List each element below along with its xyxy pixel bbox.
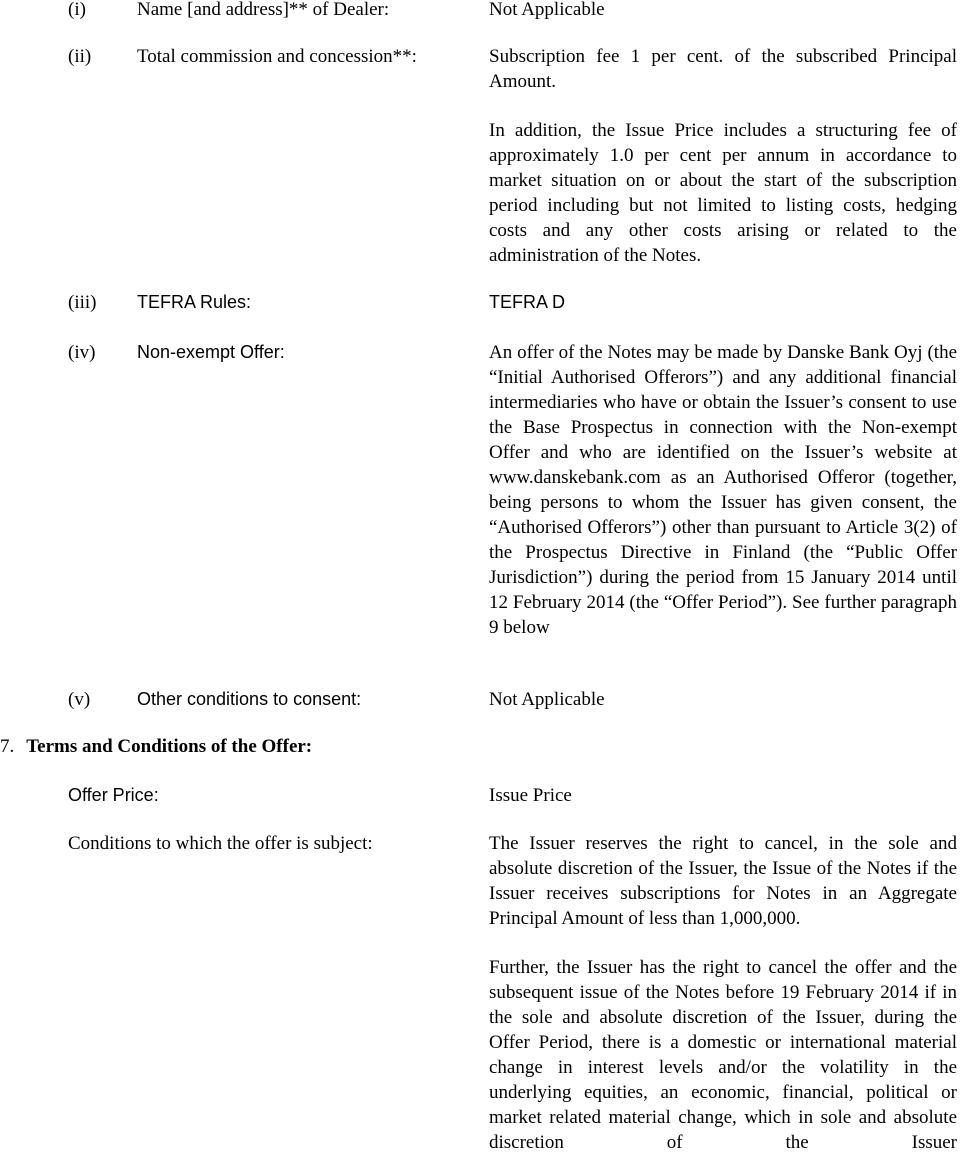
commission-label: Total commission and concession**:	[137, 46, 417, 67]
section-number: 7.	[0, 736, 15, 757]
item-number-iv: (iv)	[68, 342, 96, 363]
section-heading	[0, 734, 312, 759]
dealer-label: Name [and address]** of Dealer:	[137, 0, 390, 20]
conditions-paragraph-2: Further, the Issuer has the right to cancel the offer and the subsequent issue of the Notes before 19 February 2014 if in the sole and absolute discretion of the Issuer, during the Offer Period, there is a domestic or international material change in interest levels and/or the volatility in the underlying equities, an economic, financial, political or market related material change, which in sole and absolute discretion of the Issuer	[489, 957, 957, 1153]
offer-price-label: Offer Price:	[68, 785, 159, 805]
non-exempt-offer-label: Non-exempt Offer:	[137, 342, 285, 362]
offer-price-value: Issue Price	[489, 785, 572, 806]
dealer-value: Not Applicable	[489, 0, 605, 20]
tefra-value: TEFRA D	[489, 292, 566, 312]
tefra-label: TEFRA Rules:	[137, 292, 252, 312]
section-title: Terms and Conditions of the Offer:	[26, 736, 313, 757]
conditions-label: Conditions to which the offer is subject:	[68, 833, 373, 854]
structuring-fee-paragraph: In addition, the Issue Price includes a structuring fee of approximately 1.0 per cent per annum in accordance to market situation on or about the start of the subscription period including but not limited to listing costs, hedging costs and any other costs arising or related to the administration of the Notes.	[489, 120, 957, 266]
non-exempt-offer-value: An offer of the Notes may be made by Danske Bank Oyj (the “Initial Authorised Offerors”) and any additional financial intermediaries who have or obtain the Issuer’s consent to use the Base Prospectus in connection with the Non-exempt Offer and who are identified on the Issuer’s website at www.danskebank.com as an Authorised Offeror (together, being persons to whom the Issuer has given consent, the “Authorised Offerors”) other than pursuant to Article 3(2) of the Prospectus Directive in Finland (the “Public Offer Jurisdiction”) during the period from 15 January 2014 until 12 February 2014 (the “Offer Period”). See further paragraph 9 below	[489, 342, 957, 638]
item-number-ii: (ii)	[68, 46, 92, 67]
other-conditions-label: Other conditions to consent:	[137, 689, 362, 709]
conditions-paragraph-1: The Issuer reserves the right to cancel, in the sole and absolute discretion of the Issuer, the Issue of the Notes if the Issuer receives subscriptions for Notes in an Aggregate Principal Amount of less than 1,000,000.	[489, 833, 957, 929]
item-number-i: (i)	[68, 0, 86, 20]
item-number-v: (v)	[68, 689, 91, 710]
commission-fee-paragraph: Subscription fee 1 per cent. of the subscribed Principal Amount.	[489, 46, 957, 92]
other-conditions-value: Not Applicable	[489, 689, 605, 710]
item-number-iii: (iii)	[68, 292, 97, 313]
